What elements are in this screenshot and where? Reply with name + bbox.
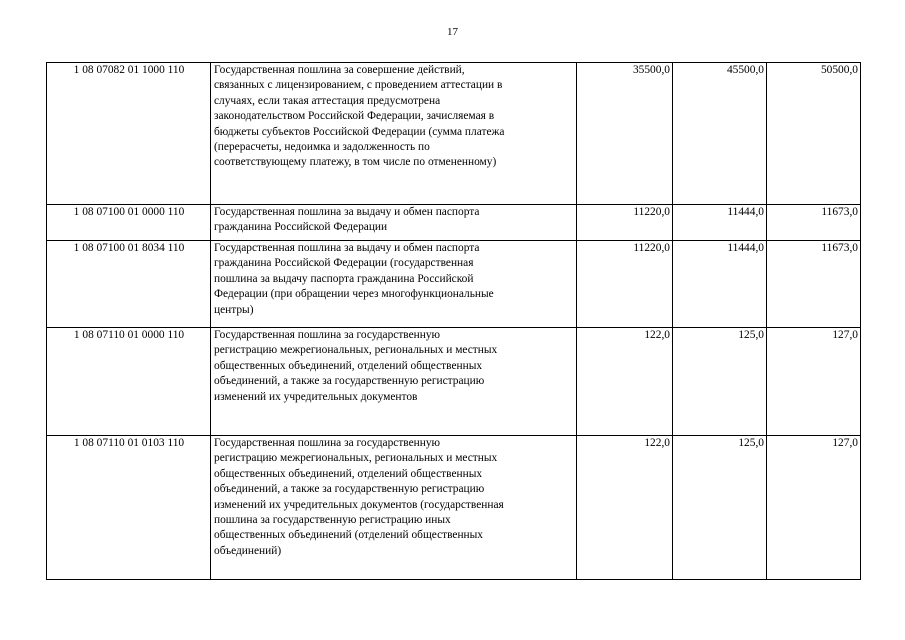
budget-code-cell: 1 08 07110 01 0000 110 [47, 328, 211, 436]
description-line: случаях, если такая аттестация предусмотрена [214, 94, 441, 107]
amount-year2-cell: 45500,0 [673, 63, 767, 205]
description-line: Государственная пошлина за выдачу и обмен паспорта [214, 206, 480, 218]
budget-code-cell: 1 08 07100 01 0000 110 [47, 205, 211, 241]
amount-year3-cell: 50500,0 [767, 63, 861, 205]
table-row [47, 436, 861, 580]
description-line: Государственная пошлина за государственную [214, 329, 441, 341]
description-cell [211, 63, 577, 205]
table-row [47, 241, 861, 328]
table-row [47, 63, 861, 205]
budget-revenue-table [46, 62, 861, 580]
description-line: общественных объединений, отделений общественных [214, 359, 483, 372]
description-line: изменений их учредительных документов (государственная [214, 498, 504, 511]
amount-year2-cell: 125,0 [673, 328, 767, 436]
description-line: объединений, а также за государственную регистрацию [214, 375, 485, 388]
amount-year1-cell: 35500,0 [577, 63, 673, 205]
budget-code-cell: 1 08 07100 01 8034 110 [47, 241, 211, 328]
amount-year2-cell: 11444,0 [673, 205, 767, 241]
description-cell [211, 328, 577, 436]
description-cell [211, 205, 577, 241]
description-line: Федерации (при обращении через многофункциональные [214, 288, 494, 301]
description-line: гражданина Российской Федерации (государственная [214, 257, 474, 270]
amount-year2-cell: 125,0 [673, 436, 767, 580]
description-line: центры) [214, 303, 254, 316]
description-line: общественных объединений, отделений общественных [214, 467, 483, 480]
description-line: (перерасчеты, недоимка и задолженность по [214, 141, 430, 154]
description-line: Государственная пошлина за совершение действий, [214, 64, 465, 76]
amount-year2-cell: 11444,0 [673, 241, 767, 328]
description-cell [211, 241, 577, 328]
amount-year1-cell: 122,0 [577, 436, 673, 580]
description-line: регистрацию межрегиональных, региональных и местных [214, 344, 498, 357]
amount-year3-cell: 11673,0 [767, 241, 861, 328]
description-line: пошлина за выдачу паспорта гражданина Российской [214, 272, 474, 285]
description-cell [211, 436, 577, 580]
description-line: законодательством Российской Федерации, зачисляемая в [214, 110, 495, 123]
page-number: 17 [447, 26, 458, 38]
amount-year3-cell: 127,0 [767, 328, 861, 436]
description-line: пошлина за государственную регистрацию иных [214, 514, 451, 527]
description-line: Государственная пошлина за государственную [214, 437, 441, 449]
description-line: объединений, а также за государственную регистрацию [214, 483, 485, 496]
table-row [47, 328, 861, 436]
description-line: бюджеты субъектов Российской Федерации (сумма платежа [214, 125, 505, 138]
description-line: объединений) [214, 544, 282, 557]
amount-year1-cell: 11220,0 [577, 205, 673, 241]
budget-code-cell: 1 08 07110 01 0103 110 [47, 436, 211, 580]
description-line: регистрацию межрегиональных, региональных и местных [214, 452, 498, 465]
description-line: связанных с лицензированием, с проведением аттестации в [214, 79, 503, 92]
budget-code-cell: 1 08 07082 01 1000 110 [47, 63, 211, 205]
description-line: общественных объединений (отделений общественных [214, 529, 484, 542]
amount-year1-cell: 122,0 [577, 328, 673, 436]
description-line: Государственная пошлина за выдачу и обмен паспорта [214, 242, 480, 254]
description-line: гражданина Российской Федерации [214, 221, 388, 234]
amount-year3-cell: 11673,0 [767, 205, 861, 241]
description-line: соответствующему платежу, в том числе по отмененному) [214, 156, 497, 169]
description-line: изменений их учредительных документов [214, 390, 418, 403]
table-row [47, 205, 861, 241]
amount-year1-cell: 11220,0 [577, 241, 673, 328]
amount-year3-cell: 127,0 [767, 436, 861, 580]
